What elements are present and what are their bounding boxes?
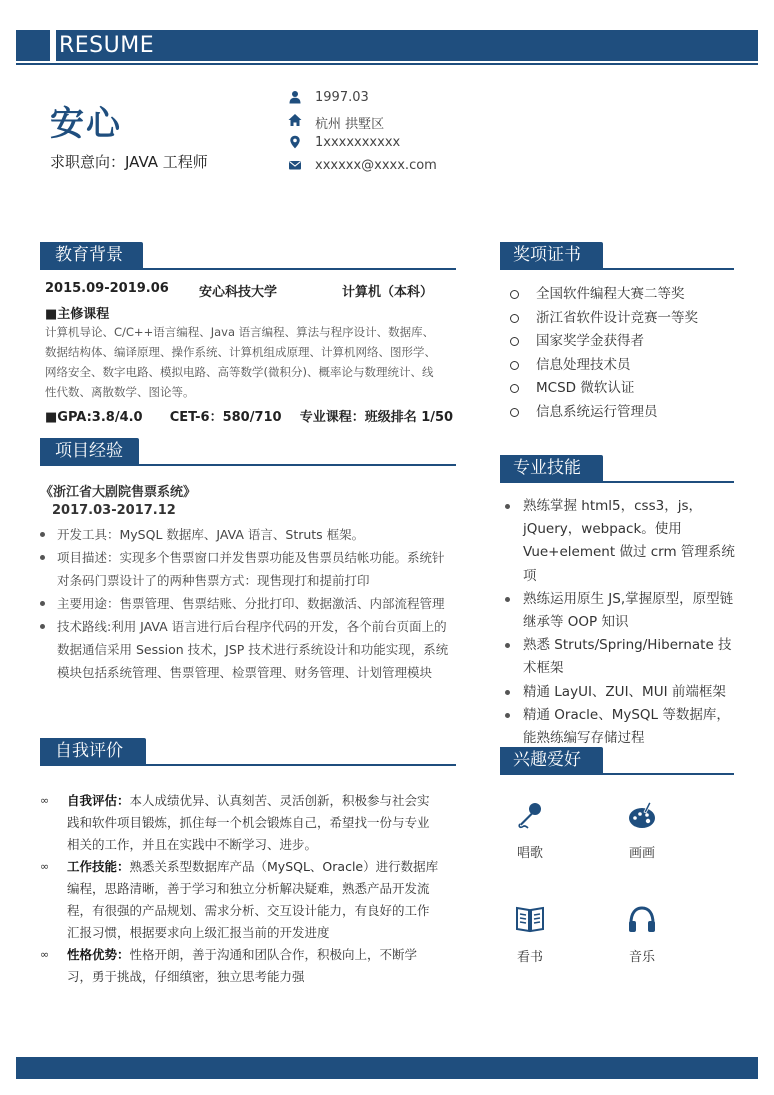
list-item: 国家奖学金获得者 xyxy=(510,330,698,354)
list-item xyxy=(40,856,440,944)
section-title: 教育背景 xyxy=(40,242,143,268)
section-divider xyxy=(40,464,456,466)
mail-icon xyxy=(288,158,302,172)
item-label: 自我评估： xyxy=(67,793,130,808)
courses-line: 性代数、离散数学、图论等。 xyxy=(45,385,195,399)
courses-label: ■主修课程 xyxy=(45,307,110,322)
courses-line: 计算机导论、C/C++语言编程、Java 语言编程、算法与程序设计、数据库、 xyxy=(45,325,435,339)
loop-bullet-icon: ∞ xyxy=(40,860,50,873)
list-item: 全国软件编程大赛二等奖 xyxy=(510,283,698,307)
location-pin-icon xyxy=(288,135,302,149)
list-item: 信息处理技术员 xyxy=(510,354,698,378)
section-divider xyxy=(500,773,734,775)
project-date: 2017.03-2017.12 xyxy=(52,503,176,518)
project-section-header xyxy=(40,438,456,466)
section-divider xyxy=(500,268,734,270)
education-school: 安心科技大学 xyxy=(199,285,278,300)
section-title: 奖项证书 xyxy=(500,242,603,268)
palette-icon xyxy=(627,800,657,830)
microphone-icon xyxy=(515,800,545,830)
item-label: 工作技能： xyxy=(67,859,130,874)
header-underline xyxy=(16,63,758,65)
list-item: 熟练掌握 html5，css3，js，jQuery，webpack。使用 Vue+element 做过 crm 管理系统项 xyxy=(505,495,737,588)
section-divider xyxy=(40,764,456,766)
section-divider xyxy=(500,481,734,483)
project-name: 《浙江省大剧院售票系统》 xyxy=(40,485,197,500)
header-accent-block xyxy=(16,30,50,61)
hobbies-section-header xyxy=(500,747,734,775)
candidate-name: 安心 xyxy=(50,104,122,144)
contact-text: 杭州 拱墅区 xyxy=(315,116,385,132)
contact-text: xxxxxx@xxxx.com xyxy=(315,157,437,173)
hobby-label: 看书 xyxy=(516,950,543,965)
education-major: 计算机（本科） xyxy=(342,285,434,300)
list-item xyxy=(40,790,440,856)
project-bullets xyxy=(40,523,456,684)
item-text: 性格开朗，善于沟通和团队合作，积极向上，不断学习，勇于挑战，仔细缜密，独立思考能力强 xyxy=(67,947,418,984)
list-item: 信息系统运行管理员 xyxy=(510,401,698,425)
list-item: MCSD 微软认证 xyxy=(510,377,698,401)
skills-list xyxy=(505,495,737,750)
list-item: 熟练运用原生 JS,掌握原型，原型链继承等 OOP 知识 xyxy=(505,588,737,634)
list-item: 精通 Oracle、MySQL 等数据库，能熟练编写存储过程 xyxy=(505,704,737,750)
skills-section-header xyxy=(500,455,734,483)
book-icon xyxy=(515,904,545,934)
list-item: 精通 LayUI、ZUI、MUI 前端框架 xyxy=(505,681,737,704)
person-icon xyxy=(288,90,302,104)
education-period: 2015.09-2019.06 xyxy=(45,281,169,296)
hobby-painting xyxy=(612,800,672,861)
awards-section-header xyxy=(500,242,734,270)
courses-line: 网络安全、数字电路、模拟电路、高等数学(微积分)、概率论与数理统计、线 xyxy=(45,365,434,379)
courses-line: 数据结构体、编译原理、操作系统、计算机组成原理、计算机网络、图形学、 xyxy=(45,345,436,359)
section-divider xyxy=(40,268,456,270)
awards-list xyxy=(510,283,698,424)
job-intention: 求职意向：JAVA 工程师 xyxy=(50,153,208,171)
header-bar xyxy=(56,30,758,61)
item-label: 性格优势： xyxy=(67,947,130,962)
resume-title: RESUME xyxy=(59,33,155,58)
section-title: 专业技能 xyxy=(500,455,603,481)
list-item: 主要用途：售票管理、售票结账、分批打印、数据激活、内部流程管理 xyxy=(40,592,456,615)
evaluation-section-header xyxy=(40,738,456,766)
list-item: 熟悉 Struts/Spring/Hibernate 技术框架 xyxy=(505,634,737,680)
list-item xyxy=(40,944,440,988)
courses-text xyxy=(45,322,455,402)
section-title: 自我评价 xyxy=(40,738,146,764)
loop-bullet-icon: ∞ xyxy=(40,948,50,961)
education-section-header xyxy=(40,242,456,270)
hobby-label: 画画 xyxy=(628,846,655,861)
list-item: 开发工具：MySQL 数据库、JAVA 语言、Struts 框架。 xyxy=(40,523,456,546)
hobby-singing xyxy=(500,800,560,861)
gpa-line: ■GPA:3.8/4.0 CET-6：580/710 专业课程：班级排名 1/50 xyxy=(45,410,454,425)
loop-bullet-icon: ∞ xyxy=(40,794,50,807)
footer-bar xyxy=(16,1057,758,1079)
list-item: 技术路线:利用 JAVA 语言进行后台程序代码的开发，各个前台页面上的数据通信采用 Session 技术，JSP 技术进行系统设计和功能实现，系统模块包括系统管理、售票管理、检票管理、财务管理、计划管理模块 xyxy=(40,615,456,684)
section-title: 项目经验 xyxy=(40,438,139,464)
contact-text: 1997.03 xyxy=(315,90,369,105)
list-item: 浙江省软件设计竞赛一等奖 xyxy=(510,307,698,331)
item-text: 本人成绩优异、认真刻苦、灵活创新，积极参与社会实践和软件项目锻炼，抓住每一个机会锻炼自己，希望找一份与专业相关的工作，并且在实践中不断学习、进步。 xyxy=(67,793,430,852)
hobby-label: 音乐 xyxy=(628,950,655,965)
list-item: 项目描述：实现多个售票窗口并发售票功能及售票员结帐功能。系统针对条码门票设计了的两种售票方式：现售现打和提前打印 xyxy=(40,546,456,592)
contact-text: 1xxxxxxxxxx xyxy=(315,135,401,150)
headphones-icon xyxy=(627,904,657,934)
evaluation-list xyxy=(40,790,440,988)
hobby-music xyxy=(612,904,672,965)
hobby-reading xyxy=(500,904,560,965)
hobby-label: 唱歌 xyxy=(516,846,543,861)
section-title: 兴趣爱好 xyxy=(500,747,603,773)
home-icon xyxy=(288,113,302,127)
item-text: 熟悉关系型数据库产品（MySQL、Oracle）进行数据库编程，思路清晰，善于学习和独立分析解决疑难，熟悉产品开发流程，有很强的产品规划、需求分析、交互设计能力，有良好的工作汇报习惯，根据要求向上级汇报当前的开发进度 xyxy=(67,859,439,940)
